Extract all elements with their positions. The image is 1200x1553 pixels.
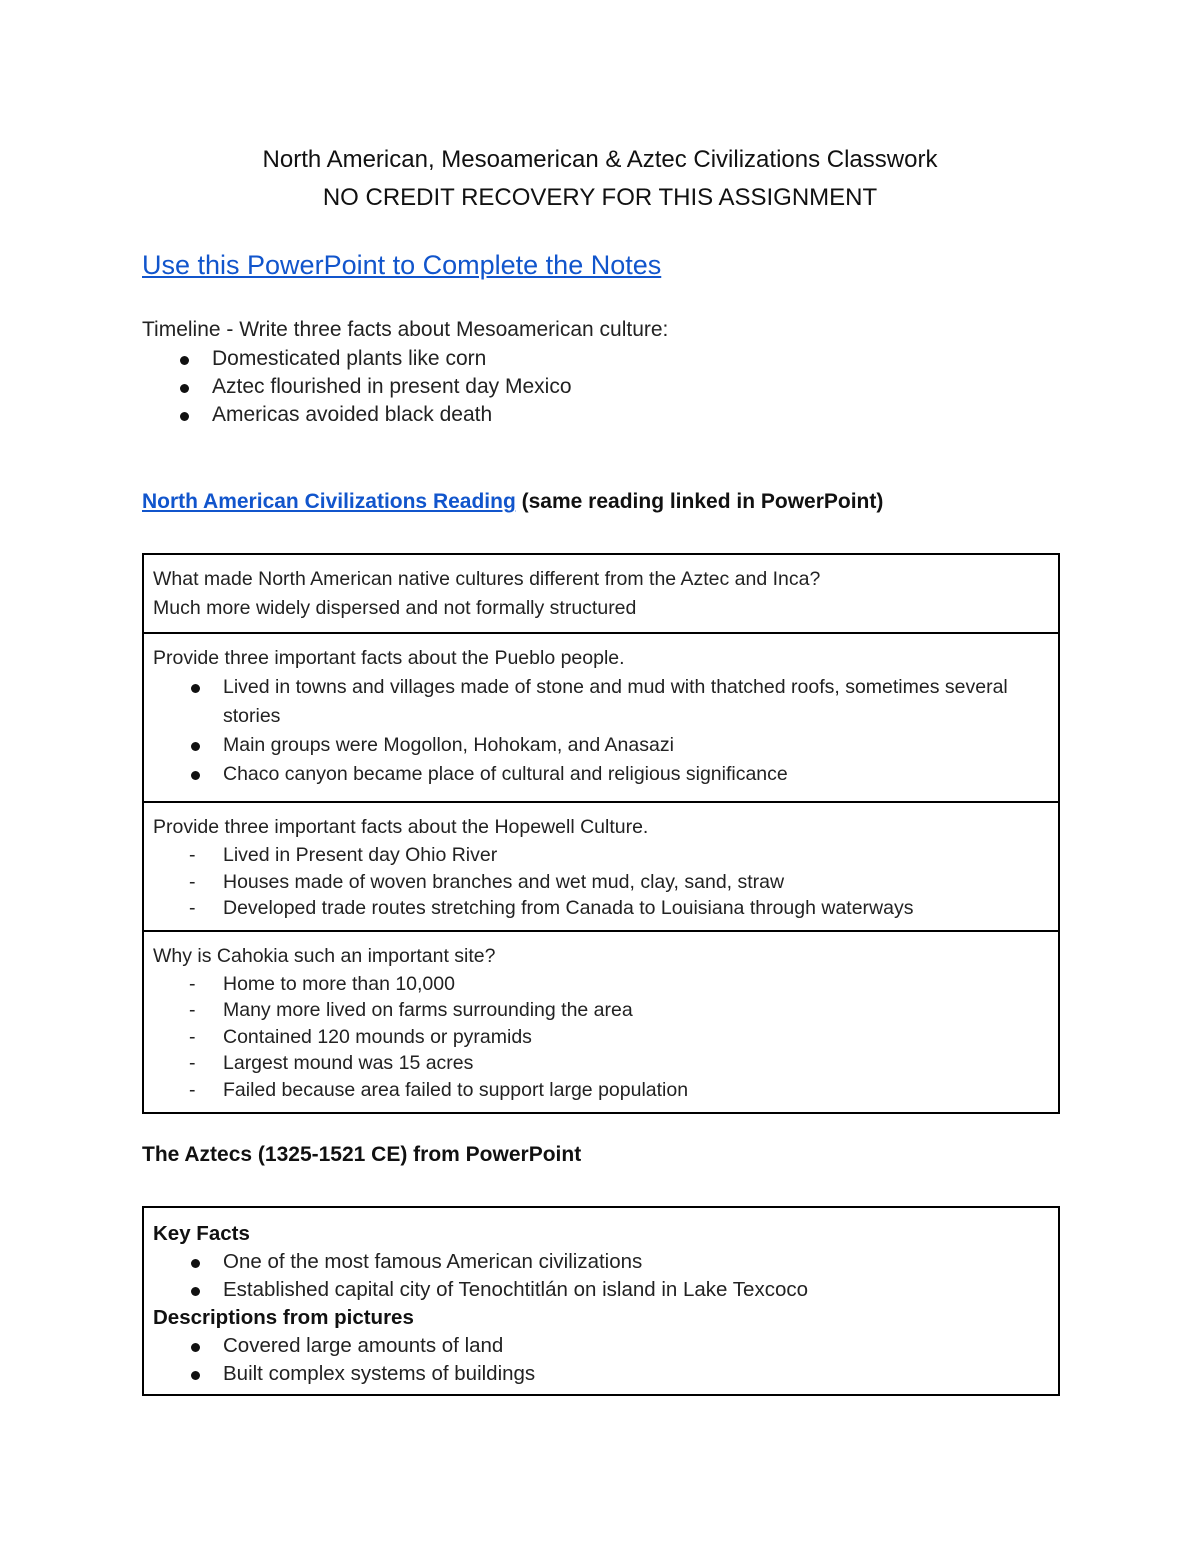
question-cell <box>143 633 1059 802</box>
bullet-icon <box>191 771 200 780</box>
key-facts-list <box>153 1248 1049 1304</box>
question-text: What made North American native cultures different from the Aztec and Inca? <box>153 568 821 590</box>
table-row <box>143 1207 1059 1395</box>
list-item: - Contained 120 mounds or pyramids <box>153 1024 1049 1051</box>
reading-link[interactable]: North American Civilizations Reading <box>142 490 516 513</box>
list-item: - Houses made of woven branches and wet mud, clay, sand, straw <box>153 869 1049 896</box>
bullet-icon <box>191 684 200 693</box>
list-item: Covered large amounts of land <box>153 1332 1049 1360</box>
powerpoint-link[interactable]: Use this PowerPoint to Complete the Notes <box>142 250 662 280</box>
timeline-list <box>142 346 572 430</box>
answer-list <box>153 673 1049 789</box>
table-row <box>143 633 1059 802</box>
list-item: Domesticated plants like corn <box>142 346 572 374</box>
dash-marker: - <box>189 999 196 1021</box>
dash-marker: - <box>189 870 196 893</box>
list-item: One of the most famous American civilizations <box>153 1248 1049 1276</box>
list-item: - Failed because area failed to support large population <box>153 1077 1049 1104</box>
reading-heading <box>142 490 883 514</box>
answer-text: Much more widely dispersed and not formally structured <box>153 597 637 619</box>
dash-marker: - <box>189 897 196 919</box>
question-text: Provide three important facts about the Pueblo people. <box>153 647 625 669</box>
list-item: - Developed trade routes stretching from Canada to Louisiana through waterways <box>153 895 1049 922</box>
key-facts-label: Key Facts <box>153 1222 250 1245</box>
table-row <box>143 931 1059 1114</box>
list-item: Americas avoided black death <box>142 402 572 430</box>
aztec-heading: The Aztecs (1325-1521 CE) from PowerPoint <box>142 1143 582 1166</box>
dash-marker: - <box>189 1025 196 1048</box>
question-cell <box>143 554 1059 633</box>
answer-list <box>153 842 1049 922</box>
bullet-icon <box>191 1259 200 1268</box>
reading-note: (same reading linked in PowerPoint) <box>515 490 884 513</box>
question-cell <box>143 931 1059 1114</box>
aztec-notes-table <box>142 1206 1060 1396</box>
reading-questions-table <box>142 553 1060 1114</box>
list-item: Built complex systems of buildings <box>153 1360 1049 1388</box>
dash-marker: - <box>189 972 196 995</box>
bullet-icon <box>180 384 189 393</box>
dash-marker: - <box>189 1052 196 1074</box>
list-item: Main groups were Mogollon, Hohokam, and Anasazi <box>153 731 1049 760</box>
list-item: Lived in towns and villages made of stone and mud with thatched roofs, sometimes several stories <box>153 673 1049 731</box>
list-item: - Largest mound was 15 acres <box>153 1050 1049 1077</box>
question-text: Why is Cahokia such an important site? <box>153 944 496 967</box>
list-item: - Lived in Present day Ohio River <box>153 842 1049 869</box>
pictures-list <box>153 1332 1049 1388</box>
dash-marker: - <box>189 844 196 866</box>
dash-marker: - <box>189 1078 196 1101</box>
list-item: Aztec flourished in present day Mexico <box>142 374 572 402</box>
question-cell <box>143 802 1059 931</box>
bullet-icon <box>180 412 189 421</box>
question-text: Provide three important facts about the Hopewell Culture. <box>153 816 649 838</box>
document-subtitle: NO CREDIT RECOVERY FOR THIS ASSIGNMENT <box>322 184 878 211</box>
notes-cell <box>143 1207 1059 1395</box>
list-item: - Home to more than 10,000 <box>153 971 1049 998</box>
answer-list <box>153 971 1049 1104</box>
document-title: North American, Mesoamerican & Aztec Civilizations Classwork <box>262 146 938 173</box>
table-row <box>143 802 1059 931</box>
bullet-icon <box>191 1343 200 1352</box>
bullet-icon <box>191 1287 200 1296</box>
bullet-icon <box>180 356 189 365</box>
table-row <box>143 554 1059 633</box>
list-item: - Many more lived on farms surrounding the area <box>153 997 1049 1024</box>
list-item: Established capital city of Tenochtitlán on island in Lake Texcoco <box>153 1276 1049 1304</box>
bullet-icon <box>191 1371 200 1380</box>
bullet-icon <box>191 742 200 751</box>
pictures-label: Descriptions from pictures <box>153 1306 414 1329</box>
list-item: Chaco canyon became place of cultural and religious significance <box>153 760 1049 789</box>
timeline-prompt: Timeline - Write three facts about Mesoamerican culture: <box>142 318 669 341</box>
